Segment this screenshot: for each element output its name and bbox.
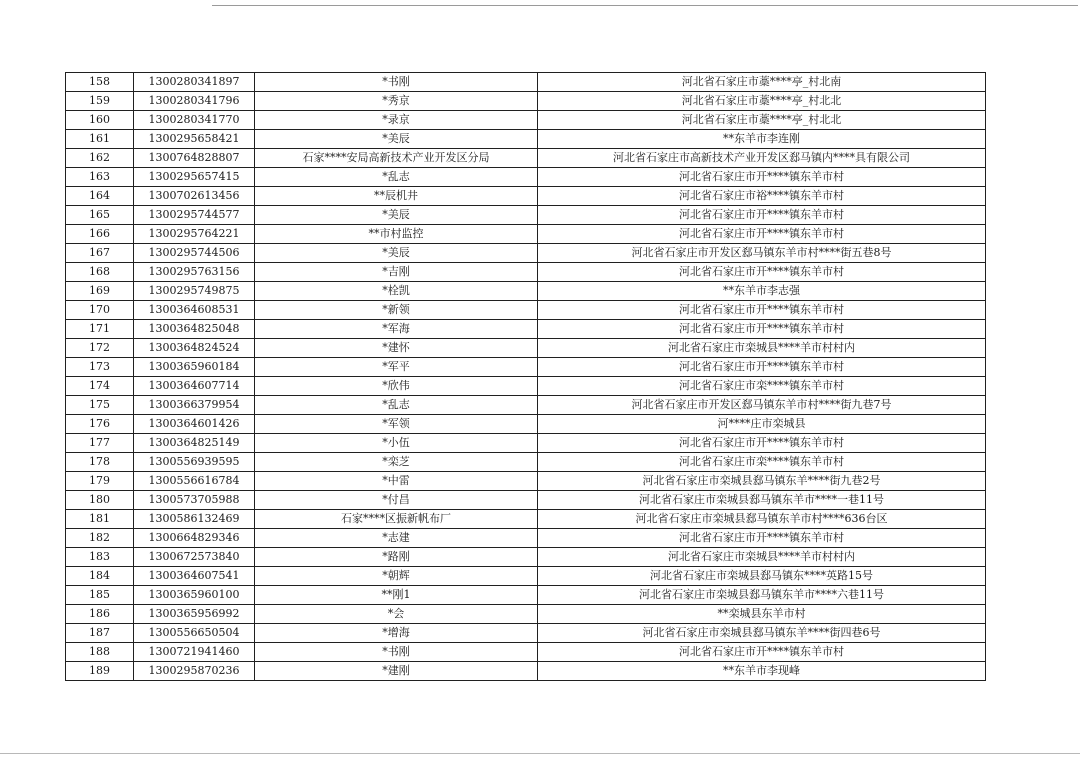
holder-name-cell: *美辰 xyxy=(255,130,538,149)
holder-name-cell: *会 xyxy=(255,605,538,624)
account-number-cell: 1300672573840 xyxy=(134,548,255,567)
address-cell: 河北省石家庄市栾城县郄马镇东****英路15号 xyxy=(538,567,986,586)
holder-name-cell: *乱志 xyxy=(255,396,538,415)
address-cell: 河北省石家庄市栾****镇东羊市村 xyxy=(538,377,986,396)
address-cell: 河北省石家庄市开****镇东羊市村 xyxy=(538,225,986,244)
holder-name-cell: *军海 xyxy=(255,320,538,339)
row-number-cell: 186 xyxy=(66,605,134,624)
table-row xyxy=(66,149,986,168)
table-row xyxy=(66,529,986,548)
account-number-cell: 1300586132469 xyxy=(134,510,255,529)
row-number-cell: 183 xyxy=(66,548,134,567)
account-number-cell: 1300556939595 xyxy=(134,453,255,472)
holder-name-cell: *朝辉 xyxy=(255,567,538,586)
address-cell: 河****庄市栾城县 xyxy=(538,415,986,434)
account-number-cell: 1300295744577 xyxy=(134,206,255,225)
row-number-cell: 189 xyxy=(66,662,134,681)
account-number-cell: 1300721941460 xyxy=(134,643,255,662)
table-row xyxy=(66,491,986,510)
holder-name-cell: *吉刚 xyxy=(255,263,538,282)
account-number-cell: 1300295658421 xyxy=(134,130,255,149)
holder-name-cell: *增海 xyxy=(255,624,538,643)
table-row xyxy=(66,73,986,92)
table-row xyxy=(66,643,986,662)
table-row xyxy=(66,92,986,111)
holder-name-cell: **辰机井 xyxy=(255,187,538,206)
table-row xyxy=(66,567,986,586)
table-row xyxy=(66,662,986,681)
account-number-cell: 1300295749875 xyxy=(134,282,255,301)
row-number-cell: 188 xyxy=(66,643,134,662)
holder-name-cell: *建怀 xyxy=(255,339,538,358)
holder-name-cell: *付昌 xyxy=(255,491,538,510)
table-row xyxy=(66,320,986,339)
address-cell: 河北省石家庄市开****镇东羊市村 xyxy=(538,529,986,548)
account-number-cell: 1300702613456 xyxy=(134,187,255,206)
row-number-cell: 165 xyxy=(66,206,134,225)
account-number-cell: 1300280341897 xyxy=(134,73,255,92)
account-number-cell: 1300664829346 xyxy=(134,529,255,548)
row-number-cell: 158 xyxy=(66,73,134,92)
row-number-cell: 166 xyxy=(66,225,134,244)
account-number-cell: 1300365956992 xyxy=(134,605,255,624)
table-row xyxy=(66,339,986,358)
table-row xyxy=(66,586,986,605)
holder-name-cell: *美辰 xyxy=(255,244,538,263)
table-row xyxy=(66,225,986,244)
address-cell: 河北省石家庄市开发区郄马镇东羊市村****街九巷7号 xyxy=(538,396,986,415)
row-number-cell: 179 xyxy=(66,472,134,491)
address-cell: 河北省石家庄市栾城县****羊市村村内 xyxy=(538,339,986,358)
account-number-cell: 1300364608531 xyxy=(134,301,255,320)
address-cell: 河北省石家庄市开****镇东羊市村 xyxy=(538,168,986,187)
row-number-cell: 167 xyxy=(66,244,134,263)
address-cell: **栾城县东羊市村 xyxy=(538,605,986,624)
table-row xyxy=(66,263,986,282)
address-cell: 河北省石家庄市藁****亭_村北南 xyxy=(538,73,986,92)
row-number-cell: 162 xyxy=(66,149,134,168)
table-row xyxy=(66,415,986,434)
address-cell: 河北省石家庄市栾****镇东羊市村 xyxy=(538,453,986,472)
holder-name-cell: *录京 xyxy=(255,111,538,130)
account-number-cell: 1300556616784 xyxy=(134,472,255,491)
account-number-cell: 1300364601426 xyxy=(134,415,255,434)
row-number-cell: 178 xyxy=(66,453,134,472)
table-row xyxy=(66,377,986,396)
row-number-cell: 161 xyxy=(66,130,134,149)
holder-name-cell: *秀京 xyxy=(255,92,538,111)
address-cell: 河北省石家庄市藁****亭_村北北 xyxy=(538,92,986,111)
table-row xyxy=(66,206,986,225)
address-cell: 河北省石家庄市栾城县郄马镇东羊市****六巷11号 xyxy=(538,586,986,605)
holder-name-cell: 石家****区振新帆布厂 xyxy=(255,510,538,529)
account-number-cell: 1300295763156 xyxy=(134,263,255,282)
row-number-cell: 174 xyxy=(66,377,134,396)
scan-edge-line-top xyxy=(212,5,1078,6)
address-cell: **东羊市李现峰 xyxy=(538,662,986,681)
address-cell: 河北省石家庄市栾城县郄马镇东羊****街四巷6号 xyxy=(538,624,986,643)
address-cell: **东羊市李志强 xyxy=(538,282,986,301)
row-number-cell: 184 xyxy=(66,567,134,586)
account-number-cell: 1300366379954 xyxy=(134,396,255,415)
row-number-cell: 182 xyxy=(66,529,134,548)
address-cell: 河北省石家庄市开****镇东羊市村 xyxy=(538,263,986,282)
row-number-cell: 181 xyxy=(66,510,134,529)
account-number-cell: 1300764828807 xyxy=(134,149,255,168)
table-row xyxy=(66,624,986,643)
row-number-cell: 176 xyxy=(66,415,134,434)
row-number-cell: 171 xyxy=(66,320,134,339)
account-number-cell: 1300364607541 xyxy=(134,567,255,586)
row-number-cell: 168 xyxy=(66,263,134,282)
holder-name-cell: *栾芝 xyxy=(255,453,538,472)
holder-name-cell: 石家****安局高新技术产业开发区分局 xyxy=(255,149,538,168)
holder-name-cell: *路刚 xyxy=(255,548,538,567)
address-cell: 河北省石家庄市栾城县郄马镇东羊市村****636台区 xyxy=(538,510,986,529)
holder-name-cell: **市村监控 xyxy=(255,225,538,244)
account-number-cell: 1300295870236 xyxy=(134,662,255,681)
table-row xyxy=(66,187,986,206)
records-table xyxy=(65,72,986,681)
scan-edge-line-bottom xyxy=(0,753,1080,754)
records-table-body xyxy=(66,73,986,681)
holder-name-cell: *新领 xyxy=(255,301,538,320)
address-cell: 河北省石家庄市开****镇东羊市村 xyxy=(538,358,986,377)
table-row xyxy=(66,453,986,472)
address-cell: **东羊市李连刚 xyxy=(538,130,986,149)
holder-name-cell: *栓凯 xyxy=(255,282,538,301)
table-row xyxy=(66,358,986,377)
account-number-cell: 1300556650504 xyxy=(134,624,255,643)
address-cell: 河北省石家庄市开****镇东羊市村 xyxy=(538,301,986,320)
address-cell: 河北省石家庄市开****镇东羊市村 xyxy=(538,206,986,225)
account-number-cell: 1300280341770 xyxy=(134,111,255,130)
account-number-cell: 1300365960100 xyxy=(134,586,255,605)
row-number-cell: 172 xyxy=(66,339,134,358)
table-row xyxy=(66,434,986,453)
account-number-cell: 1300295764221 xyxy=(134,225,255,244)
account-number-cell: 1300364607714 xyxy=(134,377,255,396)
holder-name-cell: *建刚 xyxy=(255,662,538,681)
row-number-cell: 159 xyxy=(66,92,134,111)
table-row xyxy=(66,244,986,263)
address-cell: 河北省石家庄市高新技术产业开发区郄马镇内****具有限公司 xyxy=(538,149,986,168)
table-row xyxy=(66,111,986,130)
address-cell: 河北省石家庄市开****镇东羊市村 xyxy=(538,643,986,662)
table-row xyxy=(66,548,986,567)
holder-name-cell: **刚1 xyxy=(255,586,538,605)
account-number-cell: 1300280341796 xyxy=(134,92,255,111)
account-number-cell: 1300295744506 xyxy=(134,244,255,263)
holder-name-cell: *中雷 xyxy=(255,472,538,491)
address-cell: 河北省石家庄市裕****镇东羊市村 xyxy=(538,187,986,206)
holder-name-cell: *书刚 xyxy=(255,73,538,92)
row-number-cell: 170 xyxy=(66,301,134,320)
address-cell: 河北省石家庄市栾城县郄马镇东羊市****一巷11号 xyxy=(538,491,986,510)
table-row xyxy=(66,282,986,301)
row-number-cell: 164 xyxy=(66,187,134,206)
table-row xyxy=(66,301,986,320)
row-number-cell: 175 xyxy=(66,396,134,415)
row-number-cell: 177 xyxy=(66,434,134,453)
address-cell: 河北省石家庄市栾城县郄马镇东羊****街九巷2号 xyxy=(538,472,986,491)
row-number-cell: 187 xyxy=(66,624,134,643)
row-number-cell: 163 xyxy=(66,168,134,187)
holder-name-cell: *乱志 xyxy=(255,168,538,187)
row-number-cell: 169 xyxy=(66,282,134,301)
address-cell: 河北省石家庄市开****镇东羊市村 xyxy=(538,434,986,453)
holder-name-cell: *志建 xyxy=(255,529,538,548)
table-row xyxy=(66,168,986,187)
account-number-cell: 1300295657415 xyxy=(134,168,255,187)
holder-name-cell: *军领 xyxy=(255,415,538,434)
account-number-cell: 1300573705988 xyxy=(134,491,255,510)
table-row xyxy=(66,472,986,491)
address-cell: 河北省石家庄市栾城县****羊市村村内 xyxy=(538,548,986,567)
table-row xyxy=(66,396,986,415)
row-number-cell: 185 xyxy=(66,586,134,605)
table-row xyxy=(66,130,986,149)
row-number-cell: 180 xyxy=(66,491,134,510)
holder-name-cell: *小伍 xyxy=(255,434,538,453)
row-number-cell: 173 xyxy=(66,358,134,377)
holder-name-cell: *美辰 xyxy=(255,206,538,225)
holder-name-cell: *欣伟 xyxy=(255,377,538,396)
holder-name-cell: *军平 xyxy=(255,358,538,377)
account-number-cell: 1300364824524 xyxy=(134,339,255,358)
address-cell: 河北省石家庄市开****镇东羊市村 xyxy=(538,320,986,339)
address-cell: 河北省石家庄市开发区郄马镇东羊市村****街五巷8号 xyxy=(538,244,986,263)
address-cell: 河北省石家庄市藁****亭_村北北 xyxy=(538,111,986,130)
row-number-cell: 160 xyxy=(66,111,134,130)
account-number-cell: 1300364825149 xyxy=(134,434,255,453)
account-number-cell: 1300365960184 xyxy=(134,358,255,377)
account-number-cell: 1300364825048 xyxy=(134,320,255,339)
table-row xyxy=(66,510,986,529)
table-row xyxy=(66,605,986,624)
holder-name-cell: *书刚 xyxy=(255,643,538,662)
